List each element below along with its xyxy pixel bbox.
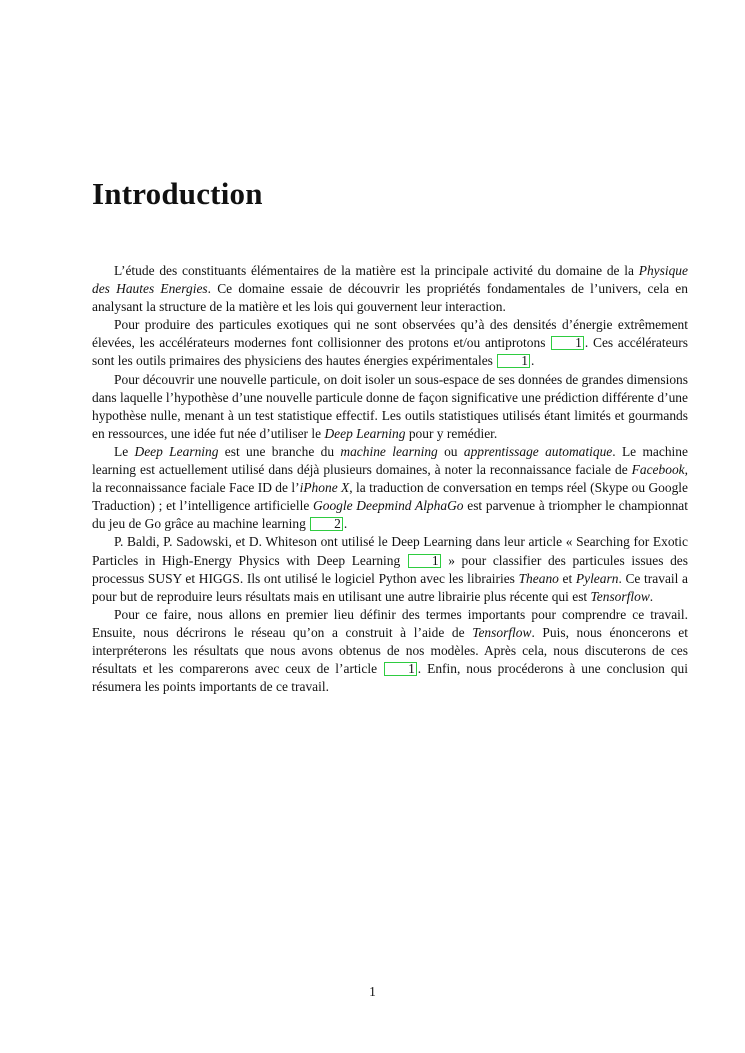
text-run: et: [558, 570, 576, 586]
italic-term: Deep Learning: [134, 443, 219, 459]
chapter-title: Introduction: [92, 176, 263, 211]
text-run: pour y remédier.: [405, 425, 498, 441]
paragraph: [92, 262, 688, 316]
text-run: » pour classifier des particules issues des processus SUSY et HIGGS. Ils ont utilisé le logiciel Python avec les librairies: [92, 552, 688, 586]
paragraph: [92, 533, 688, 605]
italic-term: Tensorflow: [472, 624, 532, 640]
italic-term: Pylearn: [575, 570, 619, 586]
italic-term: Google Deepmind AlphaGo: [313, 498, 464, 514]
text-run: ou: [437, 443, 464, 459]
text-run: , la traduction de conversation en temps réel (Skype ou Google Traduction) ; et l’intelligence artificielle: [92, 480, 689, 514]
citation-link[interactable]: 1: [408, 554, 441, 568]
text-run: . Le machine learning est actuellement utilisé dans déjà plusieurs domaines, à noter la reconnaissance faciale de: [92, 443, 688, 478]
text-run: P. Baldi, P. Sadowski, et D. Whiteson ont utilisé le Deep Learning dans leur article « Searching for Exotic Particles in High-Energy Physics with Deep Learning: [92, 534, 688, 568]
text-run: est parvenue à triompher le championnat du jeu de Go grâce au machine learning: [92, 498, 688, 532]
text-run: . Ce travail a pour but de reproduire leurs résultats mais en utilisant une autre librairie plus récente qui est: [92, 570, 688, 604]
italic-term: Theano: [518, 570, 559, 586]
text-run: Pour produire des particules exotiques qui ne sont observées qu’à des densités d’énergie extrêmement élevées, les accélérateurs modernes font collisionner des protons et/ou antiprotons: [92, 317, 688, 351]
text-run: Le: [114, 443, 135, 459]
citation-link[interactable]: 1: [497, 354, 530, 368]
text-run: . Ce domaine essaie de découvrir les propriétés fondamentales de l’univers, cela en analysant la structure de la matière et les lois qui gouvernent leur interaction.: [92, 281, 688, 315]
italic-term: iPhone X: [299, 480, 350, 496]
italic-term: Deep Learning: [324, 425, 406, 441]
italic-term: Physique des Hautes Energies: [92, 263, 688, 297]
paragraph: [92, 371, 688, 443]
text-run: .: [531, 353, 535, 369]
citation-link[interactable]: 1: [551, 336, 584, 350]
italic-term: machine learning: [340, 443, 438, 459]
text-run: est une branche du: [218, 443, 341, 459]
citation-link[interactable]: 1: [384, 662, 417, 676]
text-run: . Ces accélérateurs sont les outils primaires des physiciens des hautes énergies expérimentales: [92, 335, 688, 369]
text-run: Pour découvrir une nouvelle particule, on doit isoler un sous-espace de ses données de grandes dimensions dans laquelle l’hypothèse d’une nouvelle particule donne de façon significative une prédiction différente d’une hypothèse nulle, menant à un test statistique effectif. Les outils statistiques utilisés étant limités et gourmands en ressources, une idée fut née d’utiliser le: [92, 371, 688, 441]
text-run: Pour ce faire, nous allons en premier lieu définir des termes importants pour comprendre ce travail. Ensuite, nous décrirons le réseau qu’on a construit à l’aide de: [92, 606, 688, 640]
italic-term: Tensorflow: [590, 588, 650, 604]
text-run: L’étude des constituants élémentaires de la matière est la principale activité du domaine de la: [114, 263, 639, 278]
text-run: .: [343, 516, 348, 532]
italic-term: apprentissage automatique: [463, 443, 613, 459]
paragraph: [92, 606, 688, 696]
text-run: . Enfin, nous procéderons à une conclusion qui résumera les points importants de ce travail.: [92, 661, 688, 695]
text-run: .: [649, 588, 654, 604]
text-run: . Puis, nous énoncerons et interpréterons les résultats que nous avons obtenus de nos modèles. Après cela, nous discuterons de ces résultats et les comparerons avec ceux de l’article: [92, 624, 688, 677]
citation-link[interactable]: 2: [310, 517, 343, 531]
italic-term: Facebook: [631, 462, 685, 478]
chapter-body: [92, 262, 688, 696]
paragraph: [92, 316, 688, 370]
paragraph: [92, 443, 688, 533]
text-run: , la reconnaissance faciale Face ID de l’: [92, 462, 688, 496]
page-number: 1: [369, 984, 376, 999]
